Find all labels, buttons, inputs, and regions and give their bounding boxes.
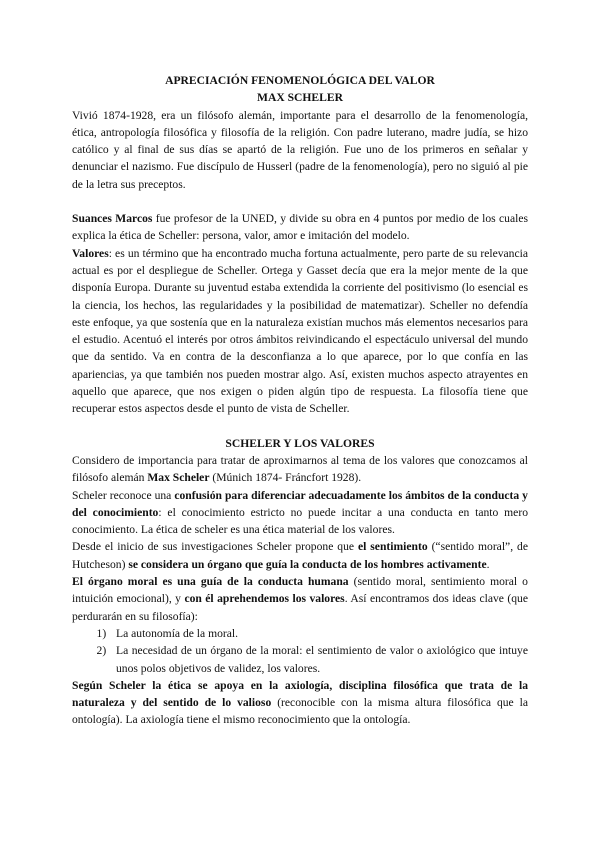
text-run: (Múnich 1874- Fráncfort 1928). [209, 471, 362, 485]
bold-run: con él aprehendemos los valores [184, 592, 345, 606]
suances-paragraph [72, 210, 528, 245]
list-item: 2. La necesidad de un órgano de la moral: el sentimiento de valor o axiológico que intuye unos polos objetivos de validez, los valores. [112, 642, 528, 677]
paragraph-1 [72, 452, 528, 487]
intro-paragraph: Vivió 1874-1928, era un filósofo alemán, importante para el desarrollo de la fenomenología, ética, antropología filosófica y filosofía de la religión. Con padre luterano, madre judía, se hizo católico y al final de sus días se apartó de la religión. Fue uno de los primeros en señalar y denunciar el nazismo. Fue discípulo de Husserl (padre de la fenomenología), pero no siguió al pie de la letra sus preceptos. [72, 108, 528, 191]
paragraph-5 [72, 677, 528, 729]
text-run: Desde el inicio de sus investigaciones Scheler propone que [72, 540, 358, 554]
section-heading: SCHELER Y LOS VALORES [225, 436, 375, 450]
bold-run: el sentimiento [357, 540, 428, 554]
paragraph-3 [72, 538, 528, 573]
text-run: Considero de importancia para tratar de aproximarnos al tema de los valores que conozcamos al filósofo alemán [72, 453, 528, 485]
bold-run: Según Scheler la ética se apoya en la axiología, disciplina filosófica que trata de la naturaleza y del sentido de lo valioso [72, 678, 528, 710]
valores-label: Valores [72, 246, 109, 260]
suances-text: fue profesor de la UNED, y divide su obra en 4 puntos por medio de los cuales explica la ética de Scheller: persona, valor, amor e imitación del modelo. [72, 212, 528, 243]
paragraph-4 [72, 573, 528, 625]
document-page [72, 72, 528, 729]
bold-run: El órgano moral es una guía de la conducta humana [72, 575, 349, 589]
valores-text: : es un término que ha encontrado mucha fortuna actualmente, pero parte de su relevancia actual es por el despliegue de Scheller. Ortega y Gasset decía que era la mejor mente de la que disponía Europa. Durante su juventud estaba extendida la corriente del positivismo (lo esencial es la ciencia, los hechos, las regularidades y la posibilidad de matematizar). Scheller no defendía este enfoque, ya que sostenía que en la naturaleza existían muchos más elementos necesarios para el estudio. Acentuó el interés por otros ámbitos reivindicando el espectáculo universal del mundo que da sentido. Va en contra de la desconfianza a lo que aparece, por lo que confía en las apariencias, ya que también nos pueden mostrar algo. Así, existen muchos aspecto atrayentes en aquello que aparece, que nos exigen o piden algún tipo de respuesta. La filosofía tiene que recuperar estos aspectos desde el punto de vista de Scheller. [72, 246, 528, 416]
paragraph-2 [72, 487, 528, 539]
document-subtitle: MAX SCHELER [257, 91, 343, 105]
document-title: APRECIACIÓN FENOMENOLÓGICA DEL VALOR [165, 74, 435, 87]
bold-run: se considera un órgano que guía la conducta de los hombres activamente [128, 557, 487, 571]
text-run: (“sentido moral”, de Hutcheson) [72, 540, 528, 571]
text-run: : el conocimiento estricto no puede incitar a una conducta en tanto mero conocimiento. La ética de scheler es una ética material de los valores. [72, 505, 528, 537]
bold-run: Max Scheler [147, 471, 210, 485]
text-run: (reconocible con la misma altura filosófica que la ontología). La axiología tiene el mismo reconocimiento que la ontología. [72, 696, 528, 727]
text-run: . Así encontramos dos ideas clave (que perdurarán en su filosofía): [72, 592, 529, 623]
key-ideas-list [72, 625, 528, 677]
bold-run: confusión para diferenciar adecuadamente los ámbitos de la conducta y del conocimiento [72, 488, 528, 519]
text-run: (sentido moral, sentimiento moral o intuición emocional), y [72, 575, 528, 606]
suances-name: Suances Marcos [72, 212, 153, 226]
valores-paragraph [72, 245, 528, 418]
spacer [72, 418, 528, 435]
list-item: 1. La autonomía de la moral. [112, 625, 528, 642]
text-run: Scheler reconoce una [72, 488, 175, 502]
spacer [72, 193, 528, 210]
text-run: . [486, 557, 490, 571]
